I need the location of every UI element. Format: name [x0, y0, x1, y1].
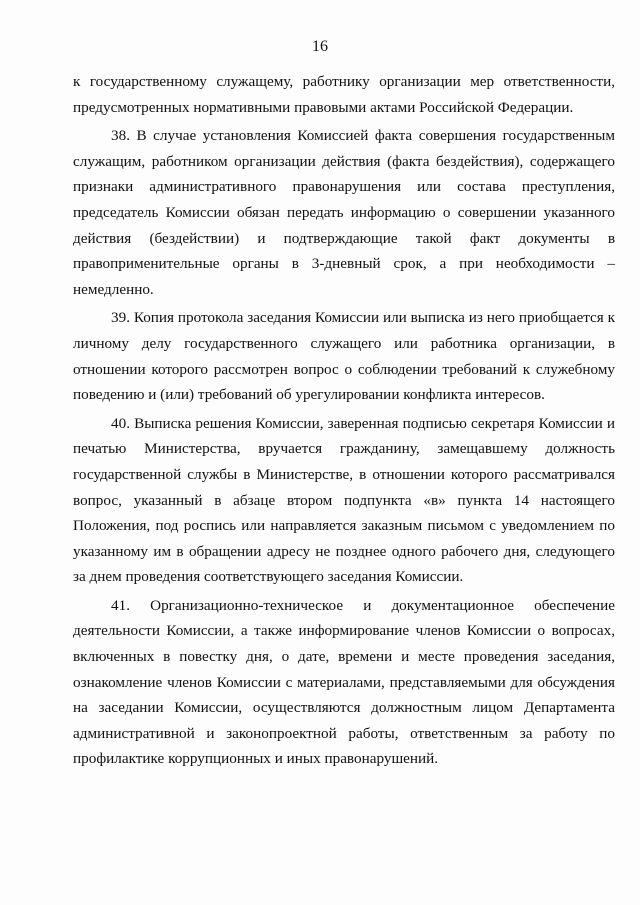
page-number: 16: [312, 38, 328, 55]
document-body: [73, 69, 615, 775]
paragraph-41: 41. Организационно-техническое и документационное обеспечение деятельности Комиссии, а также информирование членов Комиссии о вопросах, включенных в повестку дня, о дате, времени и месте проведения заседания, ознакомление членов Комиссии с материалами, представляемыми для обсуждения на заседании Комиссии, осуществляются должностным лицом Департамента административной и законопроектной работы, ответственным за работу по профилактике коррупционных и иных правонарушений.: [73, 596, 615, 768]
paragraph-40: 40. Выписка решения Комиссии, заверенная подписью секретаря Комиссии и печатью Министерства, вручается гражданину, замещавшему должность государственной службы в Министерстве, в отношении которого рассматривался вопрос, указанный в абзаце втором подпункта «в» пункта 14 настоящего Положения, под роспись или направляется заказным письмом с уведомлением по указанному им в обращении адресу не позднее одного рабочего дня, следующего за днем проведения соответствующего заседания Комиссии.: [73, 414, 615, 586]
paragraph-37-continuation: к государственному служащему, работнику организации мер ответственности, предусмотренных нормативными правовыми актами Российской Федерации.: [73, 73, 615, 116]
paragraph-38: 38. В случае установления Комиссией факта совершения государственным служащим, работником организации действия (факта бездействия), содержащего признаки административного правонарушения или состава преступления, председатель Комиссии обязан передать информацию о совершении указанного действия (бездействии) и подтверждающие такой факт документы в правоприменительные органы в 3-дневный срок, а при необходимости – немедленно.: [73, 127, 615, 298]
paragraph-39: 39. Копия протокола заседания Комиссии или выписка из него приобщается к личному делу государственного служащего или работника организации, в отношении которого рассмотрен вопрос о соблюдении требований к служебному поведению и (или) требований об урегулировании конфликта интересов.: [73, 309, 615, 404]
